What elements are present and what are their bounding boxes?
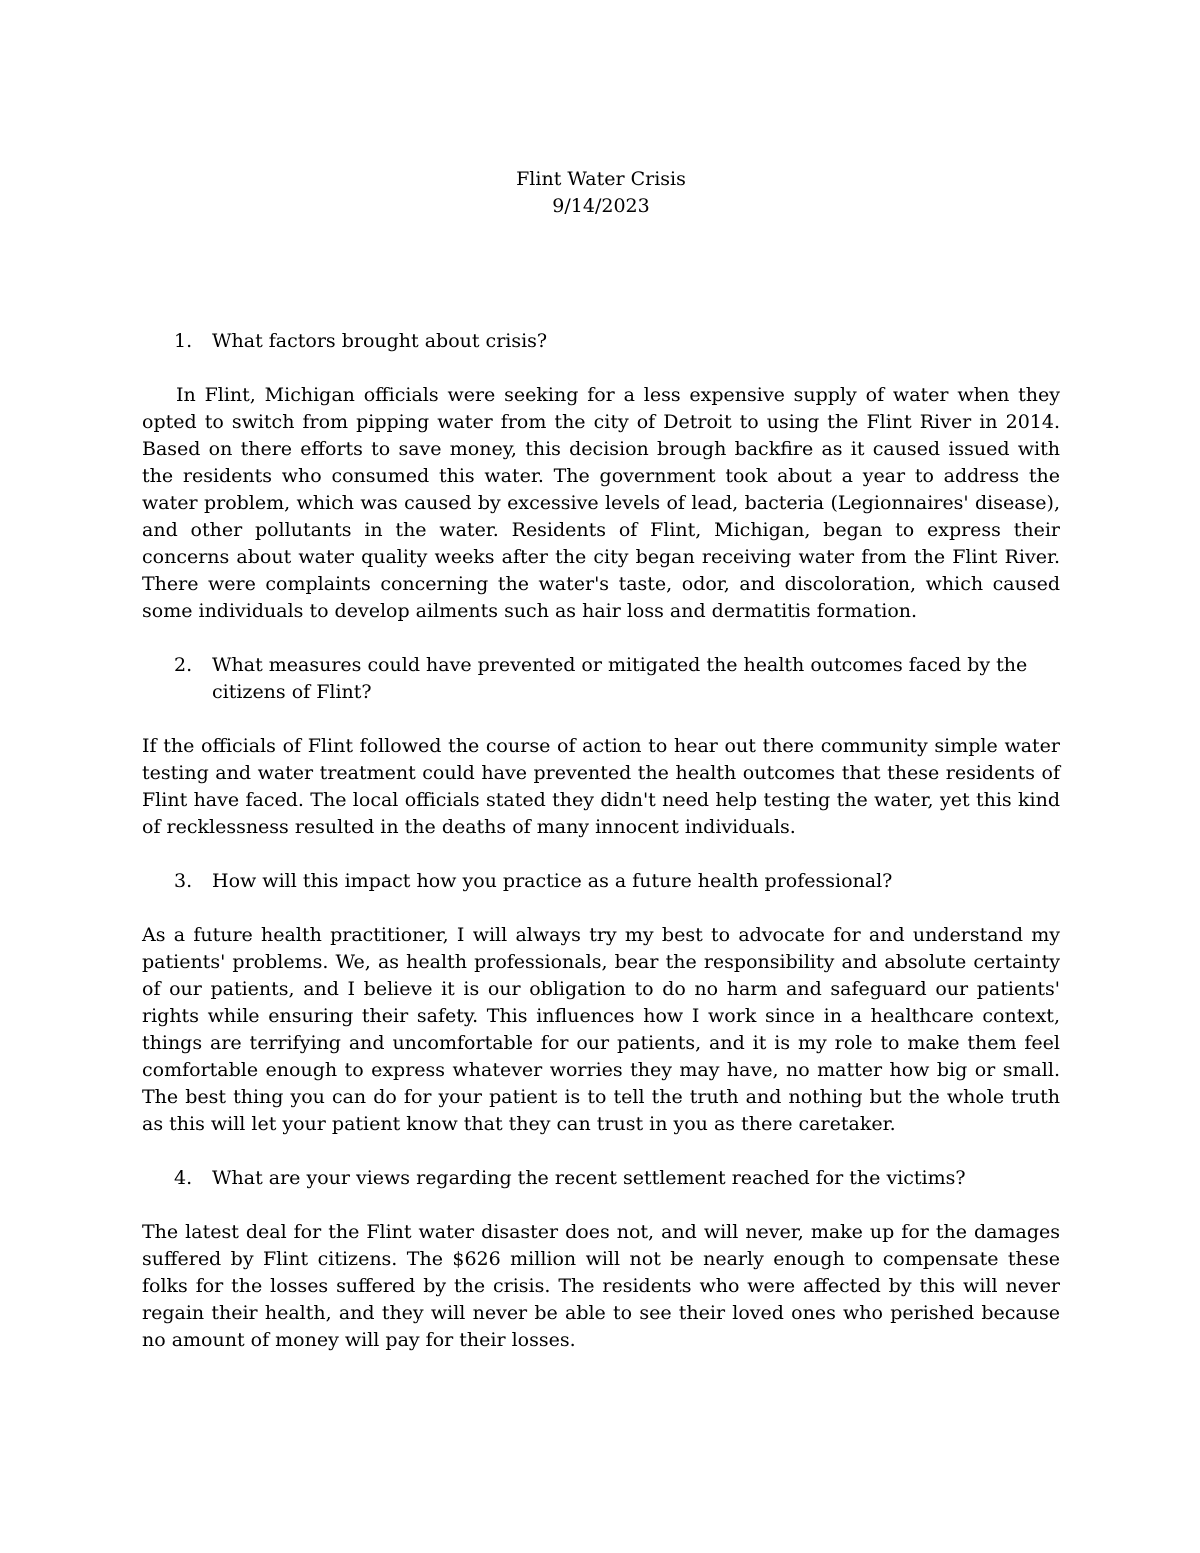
question-text: What factors brought about crisis? [212, 330, 548, 352]
question-text: What measures could have prevented or mitigated the health outcomes faced by the citizens of Flint? [212, 654, 1028, 703]
document-title: Flint Water Crisis [516, 168, 686, 190]
document-header [142, 166, 1060, 220]
document-date: 9/14/2023 [552, 195, 650, 217]
question-text: What are your views regarding the recent settlement reached for the victims? [212, 1167, 966, 1189]
question-1 [142, 328, 1060, 355]
answer-3: As a future health practitioner, I will always try my best to advocate for and understand my patients' problems. We, as health professionals, bear the responsibility and absolute certainty of our patients, and I believe it is our obligation to do no harm and safeguard our patients' rights while ensuring their safety. This influences how I work since in a healthcare context, things are terrifying and uncomfortable for our patients, and it is my role to make them feel comfortable enough to express whatever worries they may have, no matter how big or small. The best thing you can do for your patient is to tell the truth and nothing but the whole truth as this will let your patient know that they can trust in you as there caretaker. [142, 924, 1060, 1135]
question-4 [142, 1165, 1060, 1192]
question-number: 3. [174, 870, 193, 892]
answer-2: If the officials of Flint followed the course of action to hear out there community simple water testing and water treatment could have prevented the health outcomes that these residents of Flint have faced. The local officials stated they didn't need help testing the water, yet this kind of recklessness resulted in the deaths of many innocent individuals. [142, 735, 1060, 838]
question-number: 4. [174, 1167, 193, 1189]
answer-4: The latest deal for the Flint water disaster does not, and will never, make up for the damages suffered by Flint citizens. The $626 million will not be nearly enough to compensate these folks for the losses suffered by the crisis. The residents who were affected by this will never regain their health, and they will never be able to see their loved ones who perished because no amount of money will pay for their losses. [142, 1221, 1060, 1351]
question-number: 1. [174, 330, 193, 352]
question-number: 2. [174, 654, 193, 676]
document-body [142, 166, 1060, 1381]
question-text: How will this impact how you practice as a future health professional? [212, 870, 893, 892]
question-3 [142, 868, 1060, 895]
question-2 [142, 652, 1060, 706]
header-spacer [142, 220, 1060, 328]
answer-1: In Flint, Michigan officials were seeking for a less expensive supply of water when they opted to switch from pipping water from the city of Detroit to using the Flint River in 2014. Based on there efforts to save money, this decision brough backfire as it caused issued with the residents who consumed this water. The government took about a year to address the water problem, which was caused by excessive levels of lead, bacteria (Legionnaires' disease), and other pollutants in the water. Residents of Flint, Michigan, began to express their concerns about water quality weeks after the city began receiving water from the Flint River. There were complaints concerning the water's taste, odor, and discoloration, which caused some individuals to develop ailments such as hair loss and dermatitis formation. [142, 384, 1060, 622]
